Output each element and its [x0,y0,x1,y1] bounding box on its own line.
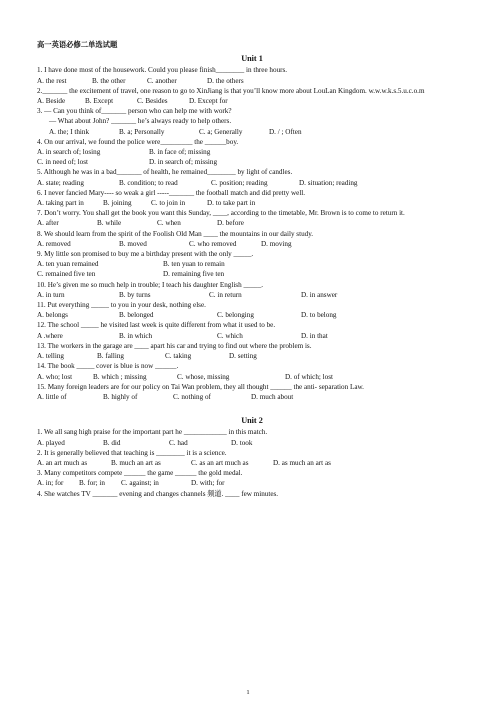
option: C. a; Generally [199,127,243,136]
option: B. moved [119,239,147,248]
option: A .where [37,331,63,340]
option: B. for; in [79,479,105,488]
option: A. in; for [37,479,64,488]
option: A. an art much as [37,458,88,467]
option: B. did [103,438,121,447]
option: C. to join in [151,199,186,208]
option: C. remained five ten [37,270,96,279]
options-1-13 [37,351,467,361]
option: C. nothing of [173,392,211,401]
options-2-1 [37,438,467,448]
option: B. in face of; missing [149,148,211,157]
options-1-2 [37,96,467,106]
option: B. which ; missing [93,372,147,381]
options-1-7 [37,218,467,228]
options-1-8 [37,239,467,249]
option: D. as much an art as [273,458,331,467]
option: D. situation; reading [299,178,358,187]
option: B. much an art as [111,458,161,467]
options-1-12 [37,331,467,341]
question-1-1: 1. I have done most of the housework. Could you please finish________ in three hours. [37,66,288,75]
question-1-6: 6. I never fancied Mary---- so weak a girl -----_______ the football match and did pretty well. [37,188,306,197]
question-1-5: 5. Although he was in a bad_______ of health, he remained________ by light of candles. [37,168,293,177]
option: C. belonging [217,311,254,320]
option: A. state; reading [37,178,84,187]
question-2-2: 2. It is generally believed that teaching is ________ it is a science. [37,448,227,457]
options-1-4b [37,157,467,167]
option: D. in that [301,331,328,340]
options-1-9b [37,269,467,279]
document-page [37,40,467,499]
option: C. against; in [121,479,159,488]
option: B. by turns [119,290,151,299]
option: D. Except for [189,97,228,106]
question-1-7: 7. Don’t worry. You shall get the book you want this Sunday, ____, according to the timetable, Mr. Brown is to come to return it. [37,209,405,218]
option: C. taking [165,352,192,361]
option: A. Beside [37,97,66,106]
options-1-1 [37,76,467,86]
option: A. removed [37,239,71,248]
option: C. whose, missing [177,372,230,381]
option: B. Except [85,97,114,106]
option: A. the rest [37,76,67,85]
options-1-5 [37,178,467,188]
option: D. much about [251,392,294,401]
option: B. the other [92,76,126,85]
option: D. moving [261,239,292,248]
option: C. when [157,219,181,228]
question-1-14: 14. The book _____ cover is blue is now ______. [37,362,179,371]
option: C. another [147,76,177,85]
option: D. the others [207,76,244,85]
question-1-3-reply: — What about John? _______ he’s always ready to help others. [49,117,232,126]
unit-2-heading: Unit 2 [241,416,263,426]
option: B. condition; to read [119,178,178,187]
unit-1-heading: Unit 1 [241,54,263,64]
option: C. position; reading [211,178,268,187]
option: C. had [169,438,188,447]
option: A. in search of; losing [37,148,101,157]
option: D. to take part in [207,199,256,208]
options-1-15 [37,392,467,402]
option: C. in return [209,290,242,299]
option: B. ten yuan to remain [163,260,225,269]
option: A. played [37,438,65,447]
option: D. before [217,219,244,228]
option: A. the; I think [49,127,90,136]
question-1-11: 11. Put everything _____ to you in your desk, nothing else. [37,301,206,310]
option: B. highly of [103,392,138,401]
options-1-11 [37,310,467,320]
question-1-10: 10. He’s given me so much help in trouble; I teach his daughter English _____. [37,280,264,289]
document-title: 高一英语必修二单选试题 [37,40,118,49]
option: C. Besides [137,97,168,106]
option: C. as an art much as [191,458,249,467]
option: D. took [231,438,253,447]
option: B. joining [103,199,132,208]
question-1-13: 13. The workers in the garage are ____ apart his car and trying to find out where the problem is. [37,341,312,350]
option: D. setting [229,352,257,361]
option: D. / ; Often [269,127,302,136]
option: C. which [217,331,243,340]
option: A. in turn [37,290,65,299]
question-2-3: 3. Many competitors compete ______ the game ______ the gold medal. [37,469,243,478]
question-2-1: 1. We all sang high praise for the important part he ____________ in this match. [37,428,268,437]
option: B. while [97,219,122,228]
option: A. telling [37,352,64,361]
options-1-4a [37,147,467,157]
page-number: 1 [246,689,250,696]
option: A. belongs [37,311,68,320]
option: A. ten yuan remained [37,260,99,269]
question-1-3: 3. — Can you think of_______ person who can help me with work? [37,107,232,116]
question-2-4: 4. She watches TV _______ evening and changes channels 频道. ____ few minutes. [37,489,279,498]
options-1-14 [37,372,467,382]
question-1-2: 2._______ the excitement of travel, one reason to go to XinJiang is that you’ll know more about LouLan Kingdom. w.w.w.k.s.5.u.c.o.m [37,86,425,95]
option: D. remaining five ten [163,270,225,279]
option: B. in which [119,331,153,340]
option: C. who removed [189,239,237,248]
option: B. belonged [119,311,154,320]
options-2-2 [37,458,467,468]
question-1-12: 12. The school _____ he visited last week is quite different from what it used to be. [37,321,276,330]
question-1-15: 15. Many foreign leaders are for our policy on Tai Wan problem, they all thought ______ the anti- separation Law. [37,382,364,391]
option: B. falling [97,352,124,361]
option: D. in answer [301,290,338,299]
question-1-8: 8. We should learn from the spirit of the Foolish Old Man ____ the mountains in our daily study. [37,229,314,238]
question-1-9: 9. My little son promised to buy me a birthday present with the only _____. [37,250,254,259]
question-1-4: 4. On our arrival, we found the police were_________ the ______boy. [37,137,239,146]
option: D. with; for [191,479,225,488]
option: C. in need of; lost [37,158,88,167]
option: A. after [37,219,59,228]
option: D. of which; lost [285,372,333,381]
option: A. little of [37,392,67,401]
option: A. who; lost [37,372,73,381]
option: A. taking part in [37,199,84,208]
options-1-6 [37,198,467,208]
options-1-9a [37,259,467,269]
option: D. in search of; missing [149,158,218,167]
option: B. a; Personally [119,127,165,136]
options-2-3 [37,478,467,488]
options-1-3 [37,127,467,137]
option: D. to belong [301,311,337,320]
options-1-10 [37,290,467,300]
